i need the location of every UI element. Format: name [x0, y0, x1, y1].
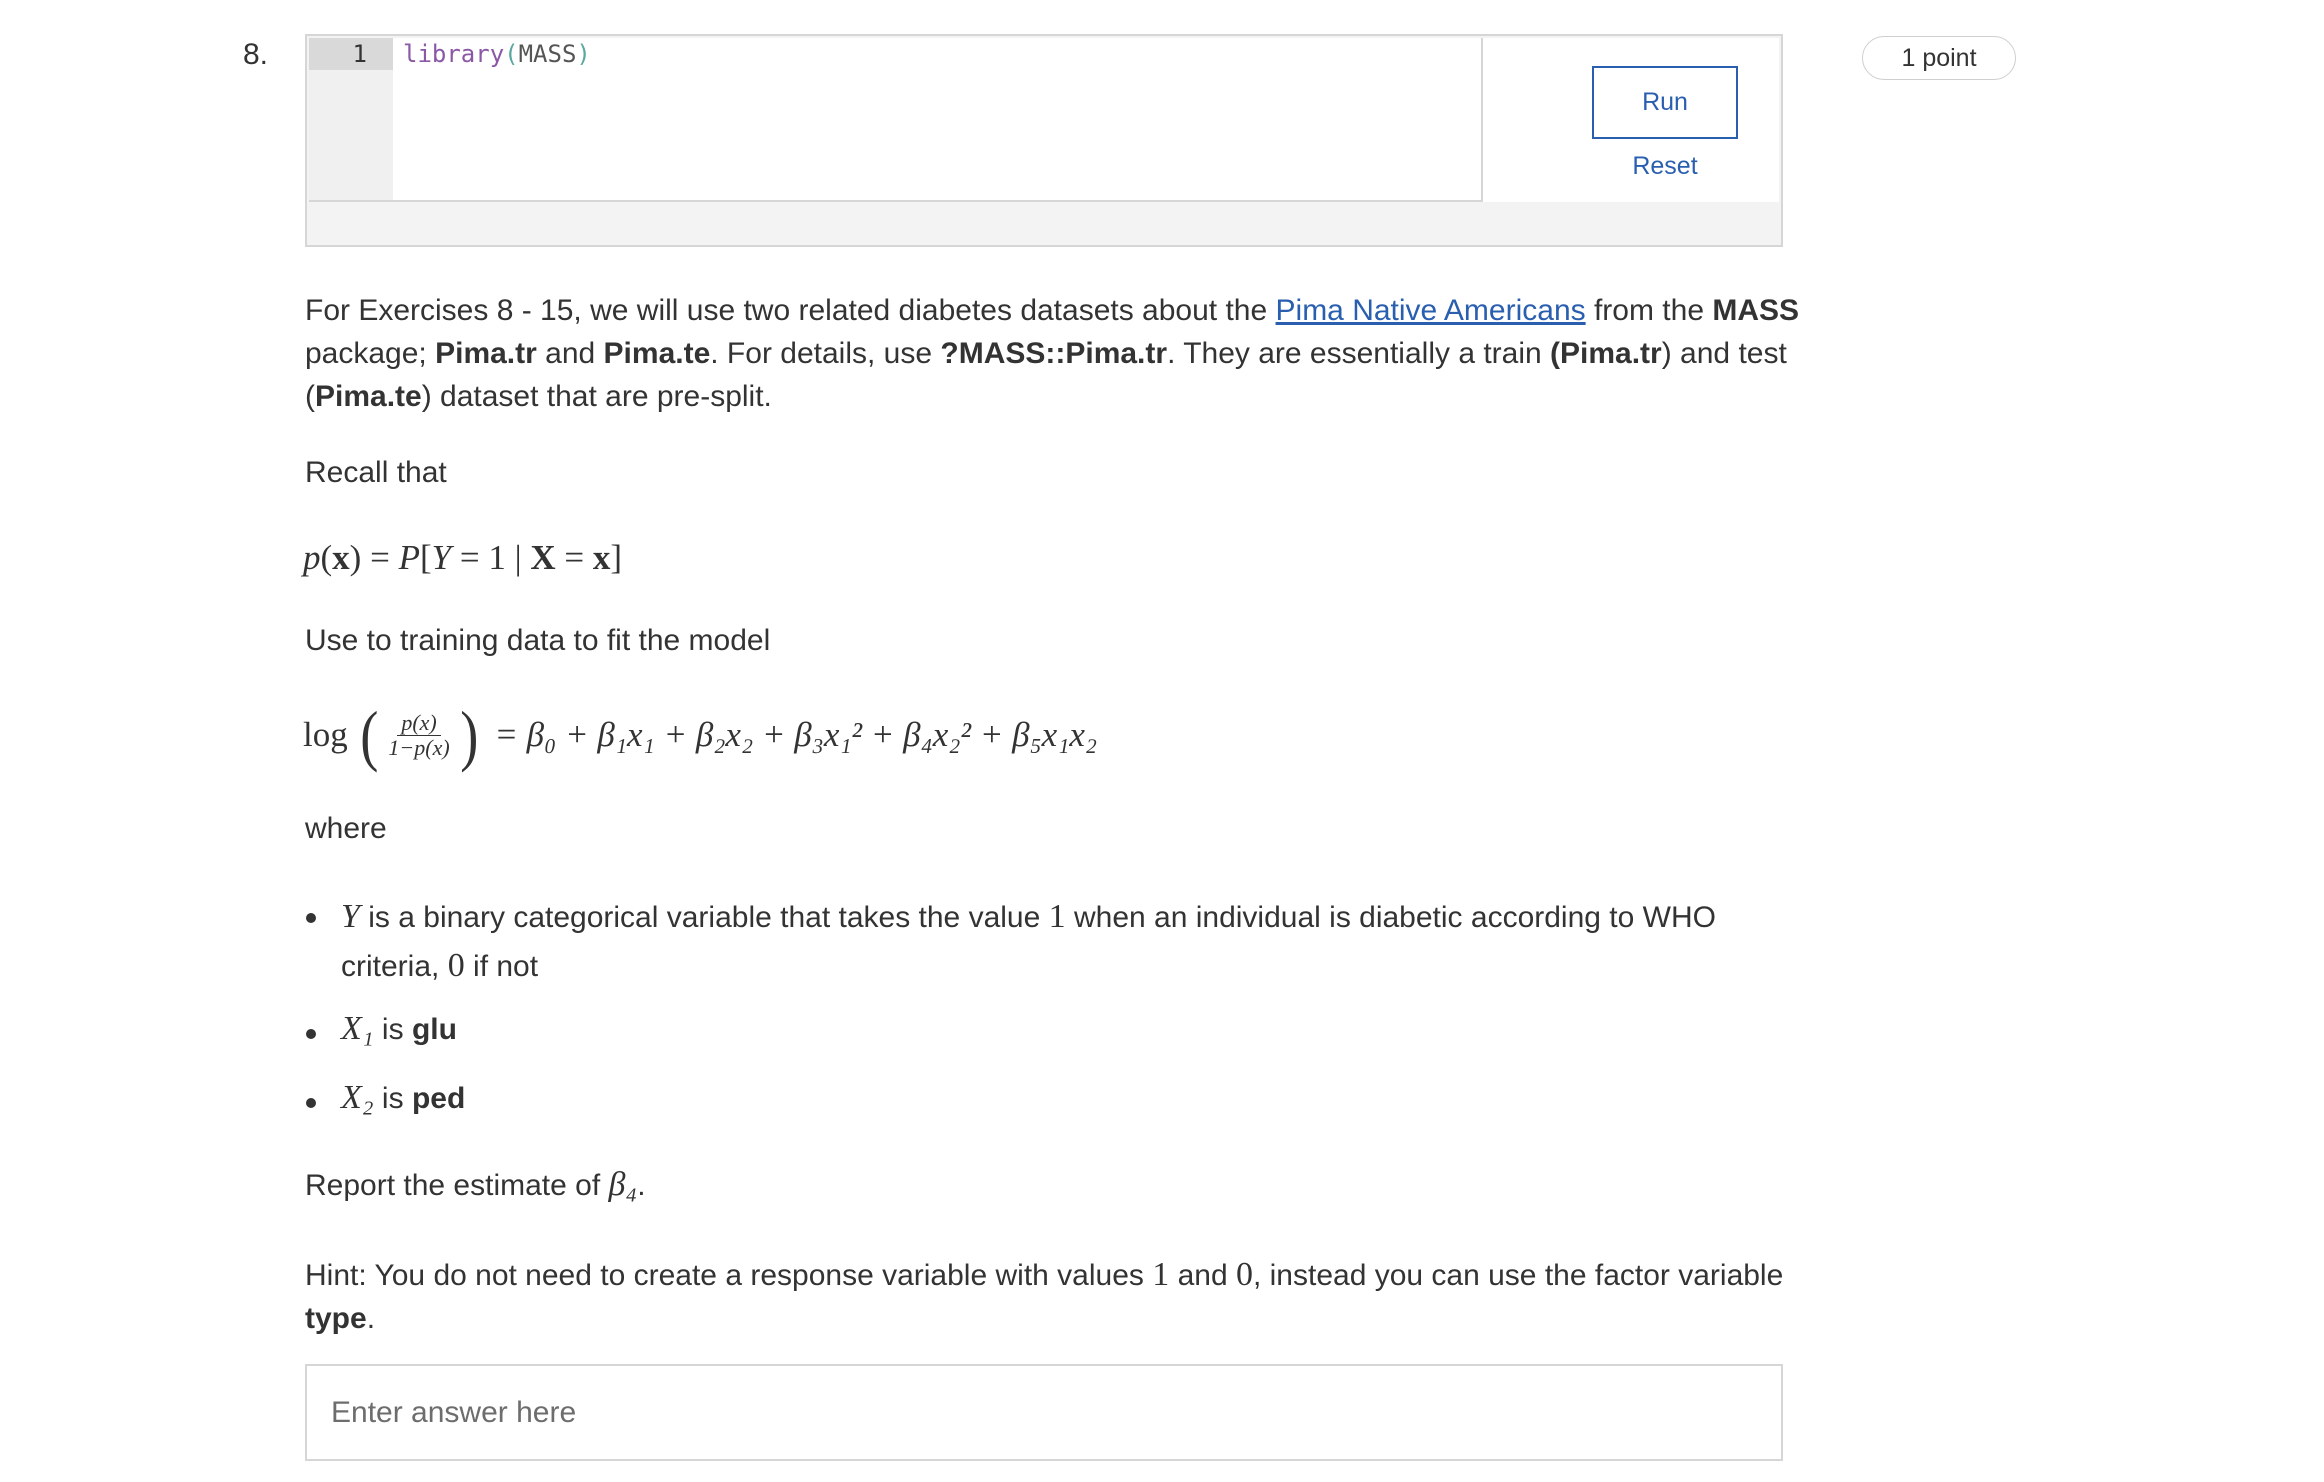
bullet-item-x2: [341, 1079, 465, 1117]
report-label: Report the estimate of: [305, 1169, 609, 1202]
intro-bold: ?MASS::Pima.tr: [940, 337, 1168, 370]
logit-model-formula: [303, 697, 1098, 773]
bullet-dot: [306, 1029, 316, 1039]
formula-eq: =: [555, 538, 593, 577]
intro-text: For Exercises 8 - 15, we will use two related diabetes datasets about the: [305, 294, 1276, 327]
hint-text: [305, 1253, 1783, 1340]
report-beta: β₄: [608, 1166, 638, 1203]
var-x2: X₂: [341, 1079, 374, 1116]
code-line[interactable]: [403, 38, 591, 70]
formula-log: log: [303, 715, 348, 754]
formula-paren: (: [360, 697, 379, 773]
run-button[interactable]: Run: [1592, 66, 1738, 139]
formula-bracket: ]: [610, 538, 623, 577]
formula-rhs: = β₀ + β₁x₁ + β₂x₂ + β₃x₁² + β₄x₂² + β₅x₁x₂: [494, 715, 1098, 754]
formula-paren: (: [320, 538, 333, 577]
math-zero: 0: [1235, 1256, 1253, 1293]
hint-label: and: [1169, 1259, 1236, 1292]
line-number: 1: [352, 40, 367, 68]
formula-bracket: [: [419, 538, 432, 577]
bullet-item-y: [341, 893, 1716, 991]
intro-text: from the: [1585, 294, 1713, 327]
intro-text: package;: [305, 337, 436, 370]
fraction-denominator: 1−p(x): [388, 734, 450, 760]
fit-model-text: Use to training data to fit the model: [305, 624, 771, 657]
points-badge: 1 point: [1862, 36, 2016, 80]
line-gutter: [309, 38, 393, 200]
formula-fraction: [384, 711, 453, 760]
math-one: 1: [1048, 898, 1066, 935]
code-open-paren: (: [504, 40, 519, 68]
intro-paragraph: [305, 289, 1805, 418]
bullet-text: when an individual is diabetic according to WHO: [1065, 901, 1716, 934]
var-x1: X₁: [341, 1010, 374, 1047]
formula-eq: = 1 |: [451, 538, 531, 577]
fraction-numerator: p(x): [397, 711, 440, 736]
bullet-text: is: [373, 1013, 412, 1046]
formula-paren: ): [349, 538, 362, 577]
hint-bold: type: [305, 1302, 367, 1335]
bullet-dot: [306, 1098, 316, 1108]
answer-input[interactable]: [305, 1364, 1783, 1461]
intro-text: ) dataset that are pre-split.: [421, 380, 772, 413]
intro-text: (: [305, 380, 315, 413]
bullet-bold: ped: [411, 1082, 466, 1115]
formula-x: x: [592, 538, 611, 577]
formula-P: P: [398, 538, 420, 577]
where-text: where: [305, 812, 387, 845]
bullet-text: if not: [464, 950, 539, 983]
report-text: [305, 1166, 646, 1204]
formula-x: x: [332, 538, 350, 577]
bullet-text: criteria,: [341, 950, 448, 983]
math-zero: 0: [447, 947, 465, 984]
hint-label: , instead you can use the factor variable: [1252, 1259, 1784, 1292]
var-y: Y: [341, 898, 360, 935]
intro-bold: (Pima.tr: [1550, 337, 1662, 370]
formula-X: X: [530, 538, 556, 577]
code-argument: MASS: [518, 40, 577, 68]
bullet-text: is: [373, 1082, 412, 1115]
probability-formula: [303, 538, 622, 578]
intro-text: . For details, use: [710, 337, 941, 370]
code-block: [305, 34, 1783, 247]
code-editor[interactable]: [309, 38, 1483, 202]
question-number: 8.: [243, 38, 269, 71]
hint-label: .: [366, 1302, 376, 1335]
bullet-bold: glu: [411, 1013, 457, 1046]
formula-eq: =: [361, 538, 399, 577]
intro-bold: Pima.tr: [435, 337, 537, 370]
intro-text: . They are essentially a train: [1167, 337, 1551, 370]
formula-paren: ): [459, 697, 479, 773]
pima-link[interactable]: Pima Native Americans: [1275, 294, 1586, 327]
intro-bold: Pima.te: [603, 337, 711, 370]
formula-Y: Y: [431, 538, 452, 577]
code-close-paren: ): [576, 40, 591, 68]
math-one: 1: [1152, 1256, 1170, 1293]
intro-bold: MASS: [1712, 294, 1800, 327]
formula-p: p: [303, 538, 321, 577]
bullet-dot: [306, 913, 316, 923]
reset-link[interactable]: Reset: [1632, 152, 1698, 180]
bullet-text: is a binary categorical variable that takes the value: [359, 901, 1049, 934]
report-period: .: [637, 1169, 646, 1202]
intro-bold: Pima.te: [315, 380, 422, 413]
intro-text: and: [536, 337, 604, 370]
code-function: library: [403, 40, 505, 68]
intro-text: ) and test: [1661, 337, 1787, 370]
bullet-item-x1: [341, 1010, 457, 1048]
recall-text: Recall that: [305, 456, 447, 489]
hint-label: Hint: You do not need to create a response variable with values: [305, 1259, 1153, 1292]
